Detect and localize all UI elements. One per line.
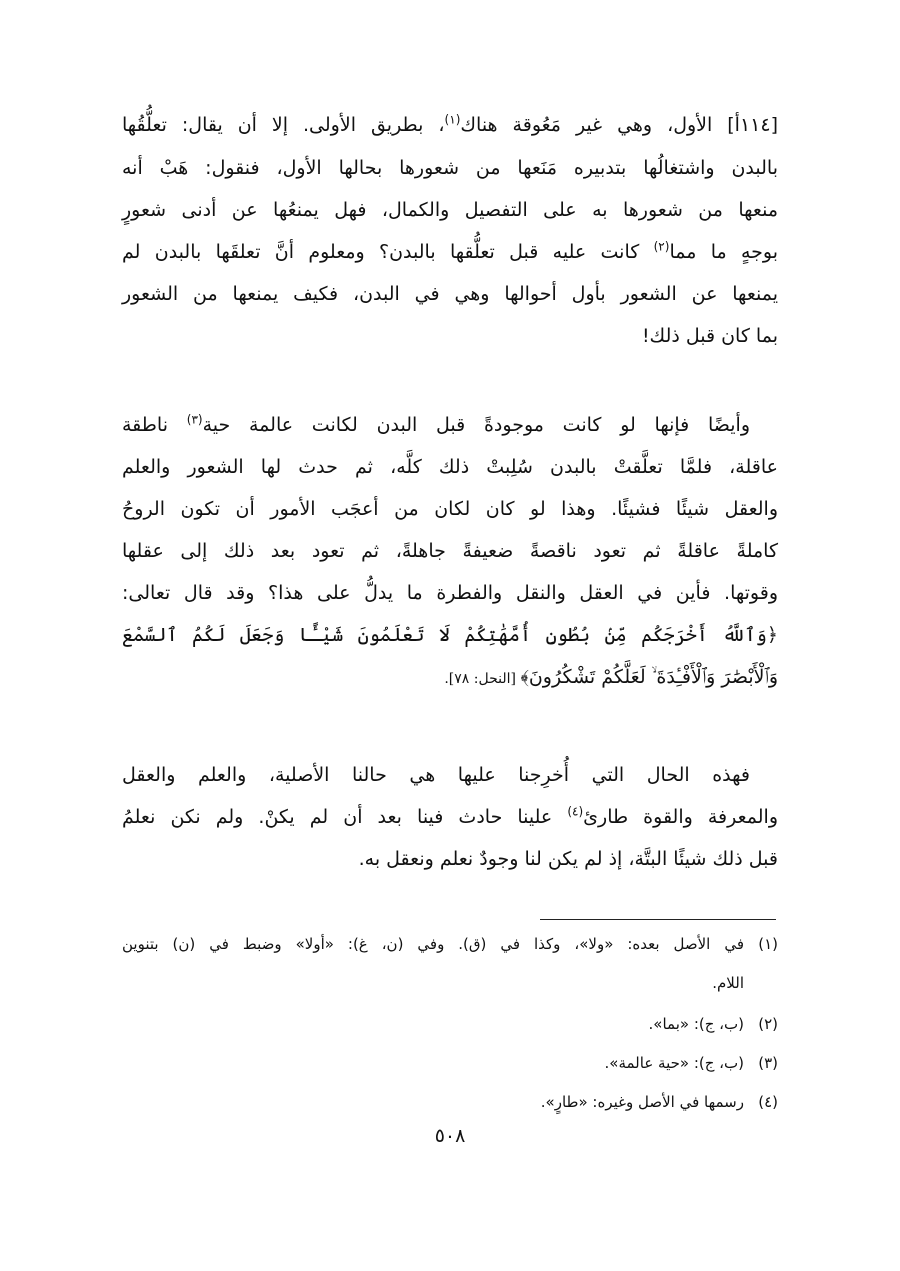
footnote-1 — [122, 932, 778, 995]
body-line: عاقلة، فلمَّا تعلَّقتْ بالبدن سُلِبتْ ذلك كلَّه، ثم حدث لها الشعور والعلم — [122, 456, 778, 478]
body-line — [122, 410, 778, 440]
body-line — [122, 110, 778, 140]
body-line — [122, 802, 778, 832]
footnote-separator — [540, 919, 776, 920]
footnote-text: رسمها في الأصل وغيره: «طارٍ». — [540, 1093, 744, 1111]
body-line: فهذه الحال التي أُخرِجنا عليها هي حالنا الأصلية، والعلم والعقل — [122, 764, 750, 786]
body-line: والعقل شيئًا فشيئًا. وهذا لو كان لكان من أعجَب الأمور أن تكون الروحُ — [122, 498, 778, 520]
footnote-ref-4[interactable]: (٤) — [567, 804, 584, 819]
verse-text: وَٱلْأَبْصَٰرَ وَٱلْأَفْـِٔدَةَ ۙ لَعَلَّكُمْ تَشْكُرُونَ﴾ — [520, 666, 778, 688]
body-line — [122, 237, 778, 267]
footnote-number: (٢) — [758, 1015, 778, 1033]
footnote-text: في الأصل بعده: «ولا»، وكذا في (ق). وفي (ن، غ): «أولا» وضبط في (ن) بتنوين — [122, 935, 744, 953]
body-line: بالبدن واشتغالُها بتدبيره مَنَعها من شعورها بحالها الأول، فنقول: هَبْ أنه — [122, 157, 778, 179]
text: والمعرفة والقوة طارئ — [583, 806, 779, 828]
verse-reference: [النحل: ٧٨]. — [444, 671, 521, 687]
text: علينا حادث فينا بعد أن لم يكنْ. ولم نكن نعلمُ — [122, 806, 568, 828]
footnote-3 — [122, 1051, 778, 1075]
footnote-text: اللام. — [712, 974, 744, 992]
footnote-ref-3[interactable]: (٣) — [186, 412, 203, 427]
text: ناطقة — [122, 414, 187, 436]
quran-verse-line — [122, 662, 778, 694]
text: بوجهٍ ما مما — [669, 241, 779, 263]
text: [١١٤أ] الأول، وهي غير مَعُوقة هناك — [460, 114, 778, 136]
text: كانت عليه قبل تعلُّقها بالبدن؟ ومعلوم أنَّ تعلقَها بالبدن لم — [122, 241, 654, 263]
text: وأيضًا فإنها لو كانت موجودةً قبل البدن لكانت عالمة حية — [202, 414, 751, 436]
page-number: ٥٠٨ — [434, 1125, 466, 1147]
text: ، بطريق الأولى. إلا أن يقال: تعلُّقُها — [122, 114, 445, 136]
footnote-text: (ب، ج): «حية عالمة». — [604, 1054, 744, 1072]
footnote-number: (١) — [758, 935, 778, 953]
footnote-ref-1[interactable]: (١) — [444, 112, 461, 127]
quran-verse-line: ﴿وَٱللَّهُ أَخْرَجَكُم مِّنۢ بُطُونِ أُمَّهَٰتِكُمْ لَا تَعْلَمُونَ شَيْـًٔا وَجَعَلَ لَكُمُ ٱلسَّمْعَ — [122, 624, 778, 646]
body-line: منعها من شعورها به على التفصيل والكمال، فهل يمنعُها عن أدنى شعورٍ — [122, 199, 778, 221]
body-line: يمنعها عن الشعور بأول أحوالها وهي في البدن، فكيف يمنعها من الشعور — [122, 283, 778, 305]
footnote-4 — [122, 1090, 778, 1114]
footnote-2 — [122, 1012, 778, 1036]
footnote-ref-2[interactable]: (٢) — [653, 239, 670, 254]
body-line: قبل ذلك شيئًا البتَّة، إذ لم يكن لنا وجودٌ نعلم ونعقل به. — [358, 848, 778, 870]
body-line: وقوتها. فأين في العقل والنقل والفطرة ما يدلُّ على هذا؟ وقد قال تعالى: — [122, 582, 778, 604]
footnote-text: (ب، ج): «بما». — [648, 1015, 744, 1033]
footnote-number: (٣) — [758, 1054, 778, 1072]
body-line: كاملةً عاقلةً ثم تعود ناقصةً ضعيفةً جاهلةً، ثم تعود بعد ذلك إلى عقلها — [122, 540, 778, 562]
body-line: بما كان قبل ذلك! — [641, 325, 778, 347]
footnote-number: (٤) — [758, 1093, 778, 1111]
